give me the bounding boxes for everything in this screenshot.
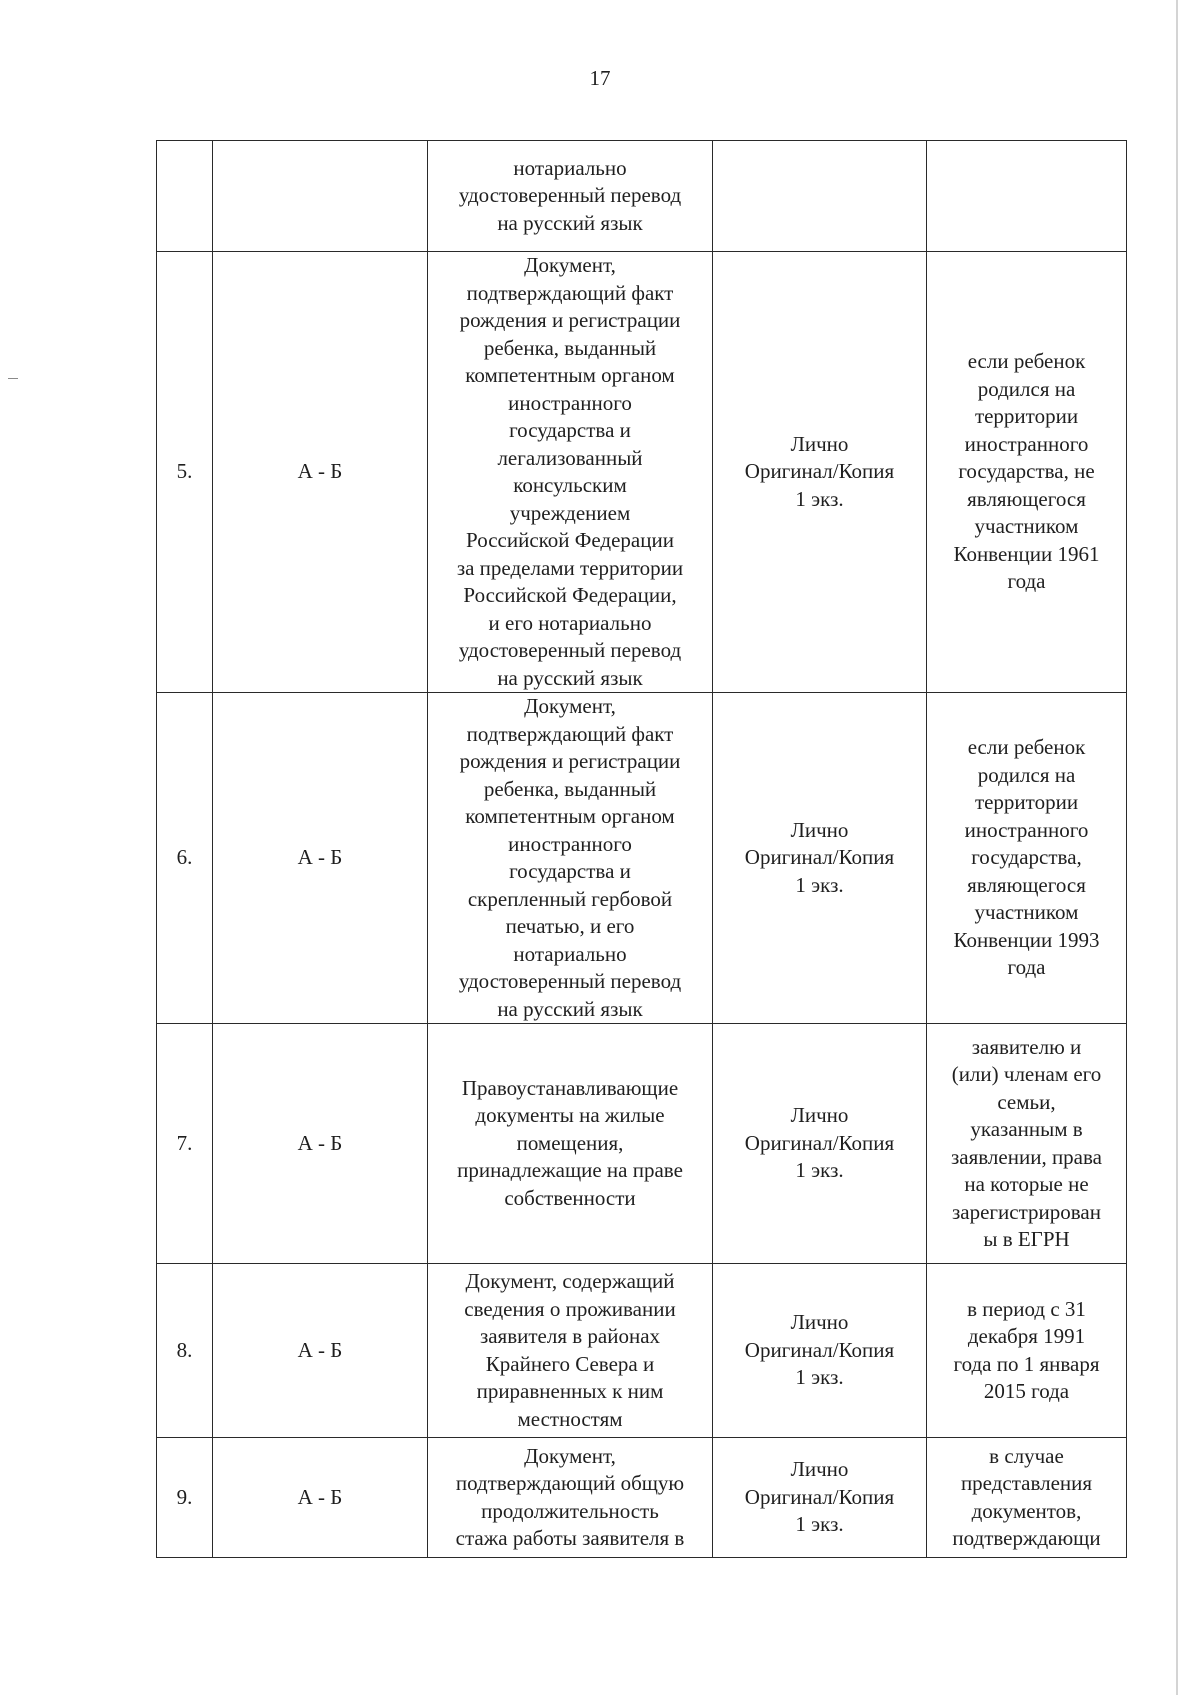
document-line: компетентным органом — [465, 363, 675, 387]
document-line: нотариально — [513, 941, 627, 966]
submission-method-line: Лично — [790, 431, 849, 456]
document-line: консульским — [513, 473, 627, 497]
category-cell: А - Б — [213, 252, 428, 693]
document-cell — [428, 1024, 713, 1264]
note-line: территории — [974, 404, 1079, 429]
document-line: государства и — [509, 418, 631, 442]
submission-method-cell — [713, 1264, 927, 1438]
note-line: года — [1007, 955, 1046, 980]
note-cell — [927, 252, 1127, 693]
document-line: учреждением — [509, 500, 631, 525]
submission-method-line: Оригинал/Копия — [744, 1337, 895, 1362]
document-line: на русский язык — [497, 665, 643, 690]
table-row — [157, 1264, 1127, 1438]
document-cell — [428, 1264, 713, 1438]
row-number-cell: 6. — [157, 693, 213, 1024]
document-line: помещения, — [516, 1130, 624, 1155]
document-line: подтверждающий факт — [466, 721, 674, 746]
note-line: (или) членам его — [951, 1062, 1102, 1086]
note-line: Конвенции 1993 — [953, 927, 1100, 952]
submission-method-line: 1 экз. — [795, 1158, 844, 1183]
note-cell — [927, 1438, 1127, 1558]
document-line: удостоверенный перевод — [458, 183, 682, 208]
document-line: подтверждающий факт — [466, 280, 674, 305]
table-row — [157, 1024, 1127, 1264]
note-line: если ребенок — [967, 349, 1086, 374]
note-line: иностранного — [964, 817, 1089, 842]
table-row — [157, 252, 1127, 693]
document-line: Российской Федерации, — [463, 583, 677, 607]
document-line: скрепленный гербовой — [467, 886, 673, 911]
submission-method-line: 1 экз. — [795, 872, 844, 897]
submission-method-line: Лично — [790, 1103, 849, 1128]
document-line: подтверждающий общую — [455, 1471, 685, 1495]
category-cell: А - Б — [213, 1024, 428, 1264]
document-line: рождения и регистрации — [459, 749, 681, 773]
document-line: стажа работы заявителя в — [455, 1526, 685, 1550]
document-line: печатью, и его — [505, 914, 635, 938]
document-line: на русский язык — [497, 210, 643, 235]
document-cell — [428, 141, 713, 252]
submission-method-cell — [713, 693, 927, 1024]
note-line: являющегося — [967, 872, 1086, 897]
row-number-cell: 9. — [157, 1438, 213, 1558]
document-line: приравненных к ним — [476, 1379, 664, 1403]
document-line: ребенка, выданный — [483, 335, 657, 360]
submission-method-cell — [713, 252, 927, 693]
page-number: 17 — [589, 66, 611, 90]
submission-method-cell — [713, 1438, 927, 1558]
submission-method-line: 1 экз. — [795, 1365, 844, 1390]
documents-table-body — [157, 141, 1127, 1558]
note-line: подтверждающи — [952, 1526, 1101, 1550]
document-line: рождения и регистрации — [459, 308, 681, 332]
document-line: компетентным органом — [465, 804, 675, 828]
document-line: Российской Федерации — [466, 528, 674, 552]
note-line: если ребенок — [967, 735, 1086, 760]
submission-method-line: Лично — [790, 817, 849, 842]
documents-table — [156, 140, 1127, 1558]
document-line: иностранного — [508, 390, 632, 415]
document-line: Документ, — [524, 694, 616, 718]
document-line: государства и — [509, 859, 631, 883]
scan-edge-line — [1176, 0, 1178, 1695]
note-line: года по 1 января — [953, 1351, 1100, 1376]
note-line: года — [1007, 569, 1046, 594]
submission-method-line: Оригинал/Копия — [744, 1130, 895, 1155]
submission-method-line: Оригинал/Копия — [744, 845, 895, 870]
document-line: сведения о проживании — [464, 1296, 676, 1321]
note-line: в период с 31 — [967, 1296, 1086, 1321]
document-line: заявителя в районах — [479, 1324, 661, 1348]
table-row — [157, 1438, 1127, 1558]
submission-method-line: Оригинал/Копия — [744, 1484, 895, 1509]
document-line: за пределами территории — [456, 555, 684, 580]
document-line: Документ, — [524, 1443, 616, 1468]
note-line: являющегося — [967, 486, 1086, 511]
note-line: иностранного — [964, 431, 1089, 456]
document-line: собственности — [504, 1185, 636, 1210]
note-line: представления — [960, 1471, 1093, 1495]
note-cell — [927, 1024, 1127, 1264]
document-line: ребенка, выданный — [483, 776, 657, 801]
note-line: на которые не — [964, 1172, 1089, 1196]
row-number-cell: 8. — [157, 1264, 213, 1438]
category-cell: А - Б — [213, 1438, 428, 1558]
document-line: местностям — [517, 1406, 623, 1431]
note-line: участником — [974, 900, 1079, 925]
note-line: зарегистрирован — [952, 1199, 1101, 1224]
document-cell — [428, 693, 713, 1024]
category-cell: А - Б — [213, 1264, 428, 1438]
document-line: Крайнего Севера и — [485, 1351, 655, 1376]
note-line: заявлении, права — [951, 1144, 1102, 1169]
document-line: на русский язык — [497, 996, 643, 1021]
submission-method-cell — [713, 1024, 927, 1264]
document-line: принадлежащие на праве — [457, 1158, 683, 1183]
document-line: Документ, содержащий — [465, 1269, 675, 1293]
submission-method-line: Лично — [790, 1310, 849, 1335]
document-cell — [428, 1438, 713, 1558]
document-line: продолжительность — [481, 1498, 659, 1523]
note-line: декабря 1991 — [967, 1324, 1086, 1348]
document-line: Документ, — [524, 253, 616, 277]
document-line: легализованный — [497, 445, 643, 470]
note-cell — [927, 1264, 1127, 1438]
note-line: заявителю и — [971, 1034, 1082, 1059]
table-row — [157, 141, 1127, 252]
note-line: родился на — [977, 376, 1076, 401]
margin-mark — [8, 378, 18, 379]
submission-method-line: Лично — [790, 1457, 849, 1482]
row-number-cell: 5. — [157, 252, 213, 693]
document-cell — [428, 252, 713, 693]
submission-method-cell — [713, 141, 927, 252]
submission-method-line: Оригинал/Копия — [744, 459, 895, 484]
note-line: указанным в — [970, 1117, 1083, 1141]
note-line: документов, — [971, 1498, 1082, 1523]
note-line: ы в ЕГРН — [983, 1227, 1070, 1251]
submission-method-line: 1 экз. — [795, 1512, 844, 1537]
note-line: семьи, — [997, 1089, 1056, 1114]
table-row — [157, 693, 1127, 1024]
category-cell: А - Б — [213, 693, 428, 1024]
document-line: иностранного — [508, 831, 632, 856]
row-number-cell: 7. — [157, 1024, 213, 1264]
document-line: удостоверенный перевод — [458, 969, 682, 993]
note-line: родился на — [977, 762, 1076, 787]
note-line: в случае — [989, 1443, 1064, 1468]
category-cell — [213, 141, 428, 252]
note-line: государства, — [971, 845, 1082, 870]
note-line: территории — [974, 790, 1079, 815]
document-line: удостоверенный перевод — [458, 638, 682, 662]
note-cell — [927, 141, 1127, 252]
document-line: и его нотариально — [488, 610, 652, 635]
note-line: Конвенции 1961 — [953, 541, 1100, 566]
note-line: 2015 года — [983, 1379, 1070, 1403]
document-line: документы на жилые — [475, 1103, 665, 1128]
note-line: участником — [974, 514, 1079, 539]
row-number-cell — [157, 141, 213, 252]
submission-method-line: 1 экз. — [795, 486, 844, 511]
document-line: нотариально — [513, 155, 627, 180]
document-line: Правоустанавливающие — [461, 1075, 679, 1100]
note-cell — [927, 693, 1127, 1024]
note-line: государства, не — [958, 459, 1095, 484]
